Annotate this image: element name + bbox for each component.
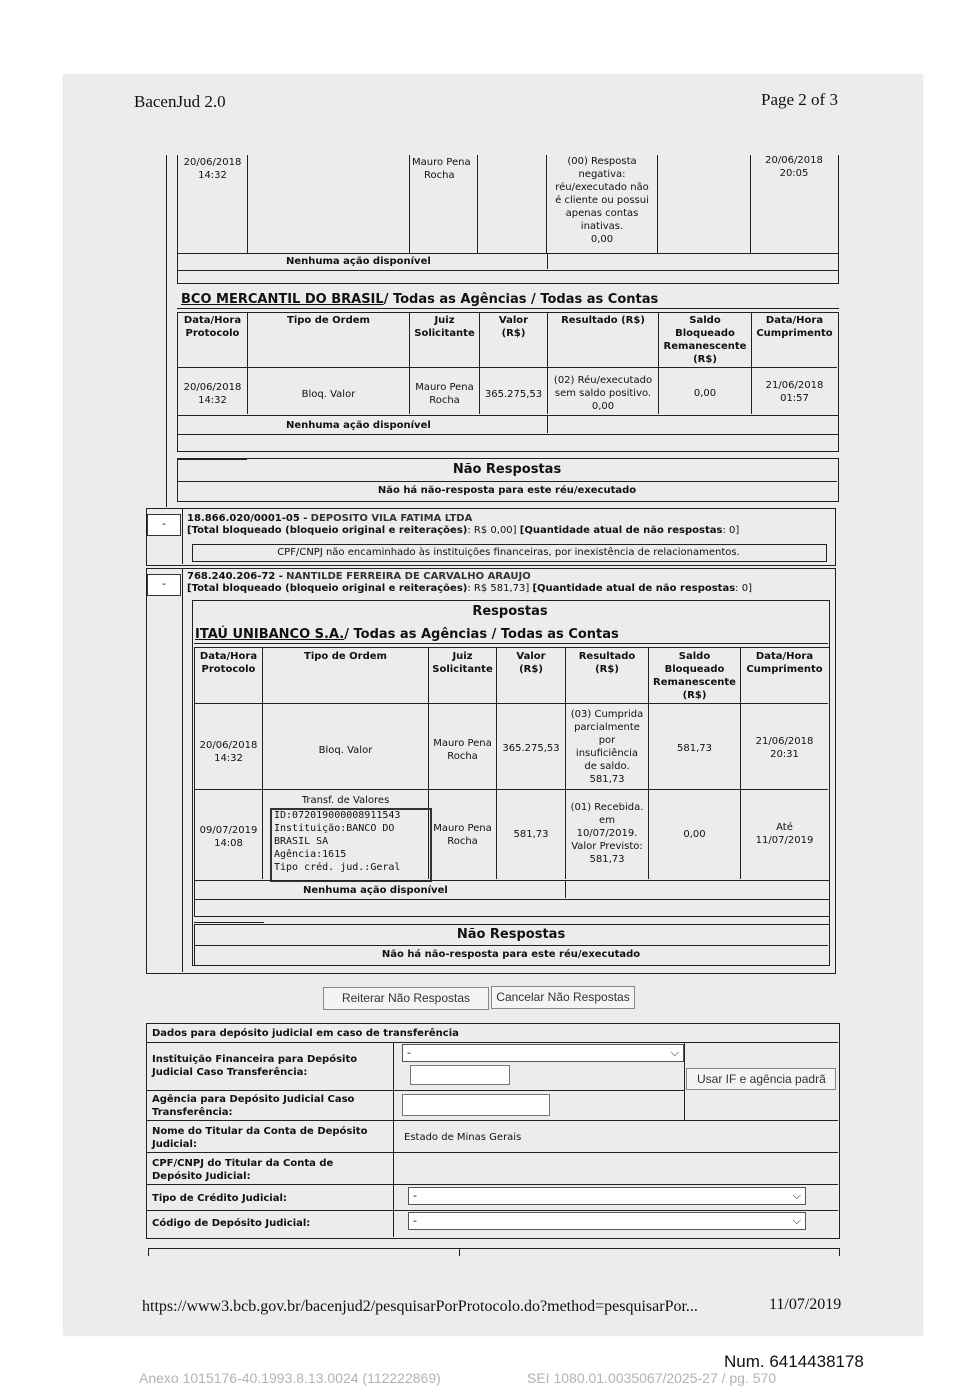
result-line: (02) Réu/executado bbox=[553, 375, 653, 386]
bank-itau-title bbox=[195, 627, 619, 642]
mercantil-col-juiz: Juiz Solicitante bbox=[414, 315, 475, 339]
result-line: em bbox=[599, 815, 615, 826]
annex-stamp: Anexo 1015176-40.1993.8.13.0024 (112222869) bbox=[139, 1370, 441, 1386]
result-line: é cliente ou possui bbox=[555, 195, 649, 206]
result-line: réu/executado não bbox=[555, 182, 649, 193]
mercantil-row-juiz: Mauro Pena Rocha bbox=[415, 382, 474, 406]
mercantil-col-saldo: Saldo Bloqueado Remanescente (R$) bbox=[663, 315, 747, 365]
itau-action-row bbox=[194, 880, 830, 900]
cpf-titular-label: CPF/CNPJ do Titular da Conta de Depósito Judicial: bbox=[152, 1158, 334, 1182]
deposit-form-title: Dados para depósito judicial em caso de transferência bbox=[152, 1028, 459, 1039]
document-number: Num. 6414438178 bbox=[724, 1352, 864, 1371]
chevron-down-icon: ⌵ bbox=[670, 1046, 679, 1059]
agencia-label: Agência para Depósito Judicial Caso Transferência: bbox=[152, 1094, 355, 1118]
mercantil-row-tipo: Bloq. Valor bbox=[301, 389, 356, 400]
itau-row1-date: 20/06/2018 14:32 bbox=[199, 740, 258, 764]
result-line: parcialmente bbox=[574, 722, 640, 733]
mercantil-row-valor: 365.275,53 bbox=[484, 389, 543, 400]
codigo-deposito-label: Código de Depósito Judicial: bbox=[152, 1218, 311, 1229]
reiterar-nao-respostas-button[interactable]: Reiterar Não Respostas bbox=[323, 987, 489, 1010]
result-line: (01) Recebida. bbox=[570, 802, 644, 813]
itau-row2-juiz: Mauro Pena Rocha bbox=[433, 823, 492, 847]
bank-mercantil-scope: / Todas as Agências / Todas as Contas bbox=[383, 292, 659, 307]
itau-col-saldo: Saldo Bloqueado Remanescente (R$) bbox=[653, 651, 736, 701]
party-1-summary: [Total bloqueado (bloqueio original e reiterações): R$ 0,00] [Quantidade atual de não respostas: 0] bbox=[187, 525, 740, 536]
footer-url: https://www3.bcb.gov.br/bacenjud2/pesquisarPorProtocolo.do?method=pesquisarPor... bbox=[142, 1298, 698, 1315]
mercantil-row-date: 20/06/2018 14:32 bbox=[183, 382, 242, 406]
itau-row1-result bbox=[566, 708, 648, 786]
result-line: de saldo. bbox=[584, 761, 630, 772]
transfer-detail-line: Tipo créd. jud.:Geral bbox=[274, 862, 401, 873]
usar-if-padrao-button[interactable]: Usar IF e agência padrã bbox=[686, 1068, 836, 1090]
tipo-credito-select[interactable]: - ⌵ bbox=[408, 1187, 806, 1205]
bank-itau-name: ITAÚ UNIBANCO S.A. bbox=[195, 627, 345, 642]
mercantil-col-valor: Valor (R$) bbox=[498, 315, 529, 339]
app-title: BacenJud 2.0 bbox=[134, 92, 226, 111]
mercantil-row-saldo: 0,00 bbox=[693, 388, 717, 399]
itau-row1-valor: 365.275,53 bbox=[502, 743, 560, 754]
itau-col-cumprimento: Data/Hora Cumprimento bbox=[746, 651, 823, 675]
inst-select[interactable]: - ⌵ bbox=[402, 1044, 684, 1062]
itau-row2-saldo: 0,00 bbox=[683, 829, 706, 840]
result-line: Valor Previsto: bbox=[571, 841, 643, 852]
itau-row1-saldo: 581,73 bbox=[677, 743, 712, 754]
result-line: negativa: bbox=[578, 169, 626, 180]
result-line: 10/07/2019. bbox=[576, 828, 638, 839]
party-2-heading: 768.240.206-72 - NANTILDE FERREIRA DE CARVALHO ARAUJO bbox=[187, 571, 531, 582]
itau-row2-result bbox=[566, 801, 648, 866]
chevron-down-icon: ⌵ bbox=[792, 1214, 801, 1227]
party-1-collapse-toggle[interactable]: - bbox=[147, 514, 181, 536]
itau-col-juiz: Juiz Solicitante bbox=[432, 651, 493, 675]
page-label: Page 2 of 3 bbox=[761, 90, 838, 109]
outer-frame-line bbox=[166, 155, 167, 507]
transfer-detail-line: Agência:1615 bbox=[274, 849, 347, 860]
itau-no-action: Nenhuma ação disponível bbox=[303, 885, 448, 896]
mercantil-action-row bbox=[177, 415, 839, 435]
respostas-title: Respostas bbox=[472, 604, 548, 619]
itau-col-data: Data/Hora Protocolo bbox=[199, 651, 258, 675]
table-a-row bbox=[177, 155, 839, 254]
itau-nao-respostas-title: Não Respostas bbox=[456, 927, 566, 942]
itau-row2-valor: 581,73 bbox=[513, 829, 549, 840]
mercantil-nao-respostas-title: Não Respostas bbox=[452, 462, 562, 477]
table-a-juiz: Mauro Pena Rocha bbox=[412, 157, 471, 181]
spacer-row bbox=[177, 270, 839, 284]
transfer-detail-line: BRASIL SA bbox=[274, 836, 329, 847]
transfer-detail-line: Instituição:BANCO DO bbox=[274, 823, 395, 834]
bank-mercantil-title bbox=[181, 292, 658, 307]
result-line: insuficiência bbox=[575, 748, 639, 759]
itau-row1-juiz: Mauro Pena Rocha bbox=[433, 738, 492, 762]
result-line: 581,73 bbox=[589, 774, 625, 785]
itau-nao-respostas-text: Não há não-resposta para este réu/executado bbox=[381, 949, 641, 960]
tipo-credito-label: Tipo de Crédito Judicial: bbox=[152, 1193, 287, 1204]
bank-itau-scope: / Todas as Agências / Todas as Contas bbox=[344, 627, 619, 642]
party-1-heading: 18.866.020/0001-05 - DEPOSITO VILA FATIMA LTDA bbox=[187, 513, 473, 524]
result-line: inativas. bbox=[580, 221, 624, 232]
cancelar-nao-respostas-button[interactable]: Cancelar Não Respostas bbox=[491, 986, 635, 1009]
itau-row1-tipo: Bloq. Valor bbox=[318, 745, 373, 756]
itau-col-resultado: Resultado (R$) bbox=[578, 651, 636, 675]
table-a-cumprimento: 20/06/2018 20:05 bbox=[765, 155, 823, 179]
itau-row2-date: 09/07/2019 14:08 bbox=[199, 825, 258, 849]
transfer-detail-line: ID:072019000008911543 bbox=[274, 810, 401, 821]
party-2-summary: [Total bloqueado (bloqueio original e reiterações): R$ 581,73] [Quantidade atual de não respostas: 0] bbox=[187, 583, 752, 594]
result-line: por bbox=[598, 735, 616, 746]
table-a-no-action: Nenhuma ação disponível bbox=[286, 256, 431, 267]
codigo-deposito-select[interactable]: - ⌵ bbox=[408, 1212, 806, 1230]
itau-row2-tipo: Transf. de Valores bbox=[301, 795, 390, 806]
mercantil-col-cumprimento: Data/Hora Cumprimento bbox=[756, 315, 833, 339]
mercantil-no-action: Nenhuma ação disponível bbox=[286, 420, 431, 431]
itau-col-valor: Valor (R$) bbox=[516, 651, 546, 675]
spacer-row bbox=[177, 434, 839, 452]
result-line: (03) Cumprida bbox=[570, 709, 644, 720]
itau-row2-cumprimento: Até 11/07/2019 bbox=[755, 822, 814, 846]
table-a-date: 20/06/2018 14:32 bbox=[183, 157, 242, 181]
inst-code-input[interactable] bbox=[410, 1065, 510, 1085]
mercantil-row-result bbox=[548, 374, 658, 413]
itau-row2-details bbox=[274, 809, 426, 874]
inst-label: Instituição Financeira para Depósito Judicial Caso Transferência: bbox=[152, 1054, 358, 1078]
footer-date: 11/07/2019 bbox=[769, 1296, 842, 1313]
titular-label: Nome do Titular da Conta de Depósito Judicial: bbox=[152, 1126, 368, 1150]
result-line: sem saldo positivo. bbox=[554, 388, 652, 399]
itau-col-tipo: Tipo de Ordem bbox=[304, 651, 387, 662]
mercantil-col-tipo: Tipo de Ordem bbox=[287, 315, 370, 326]
table-a-result bbox=[547, 155, 657, 246]
sei-stamp: SEI 1080.01.0035067/2025-27 / pg. 570 bbox=[527, 1370, 777, 1386]
result-line: 0,00 bbox=[590, 234, 614, 245]
mercantil-nao-respostas-text: Não há não-resposta para este réu/executado bbox=[377, 485, 637, 496]
party-2-collapse-toggle[interactable]: - bbox=[147, 574, 181, 596]
mercantil-row-cumprimento: 21/06/2018 01:57 bbox=[765, 380, 824, 404]
agencia-input[interactable] bbox=[402, 1094, 550, 1116]
mercantil-col-resultado: Resultado (R$) bbox=[561, 315, 645, 326]
spacer-row bbox=[194, 899, 830, 917]
result-line: (00) Resposta bbox=[567, 156, 637, 167]
result-line: 581,73 bbox=[589, 854, 625, 865]
result-line: 0,00 bbox=[591, 401, 615, 412]
mercantil-col-data: Data/Hora Protocolo bbox=[183, 315, 242, 339]
table-a-action-row bbox=[177, 253, 839, 271]
result-line: apenas contas bbox=[565, 208, 639, 219]
titular-value: Estado de Minas Gerais bbox=[404, 1132, 522, 1143]
bank-mercantil-name: BCO MERCANTIL DO BRASIL bbox=[181, 292, 384, 307]
chevron-down-icon: ⌵ bbox=[792, 1189, 801, 1202]
itau-row1-cumprimento: 21/06/2018 20:31 bbox=[755, 736, 814, 760]
party-1-notice: CPF/CNPJ não encaminhado às instituições financeiras, por inexistência de relacionamentos. bbox=[277, 547, 740, 558]
